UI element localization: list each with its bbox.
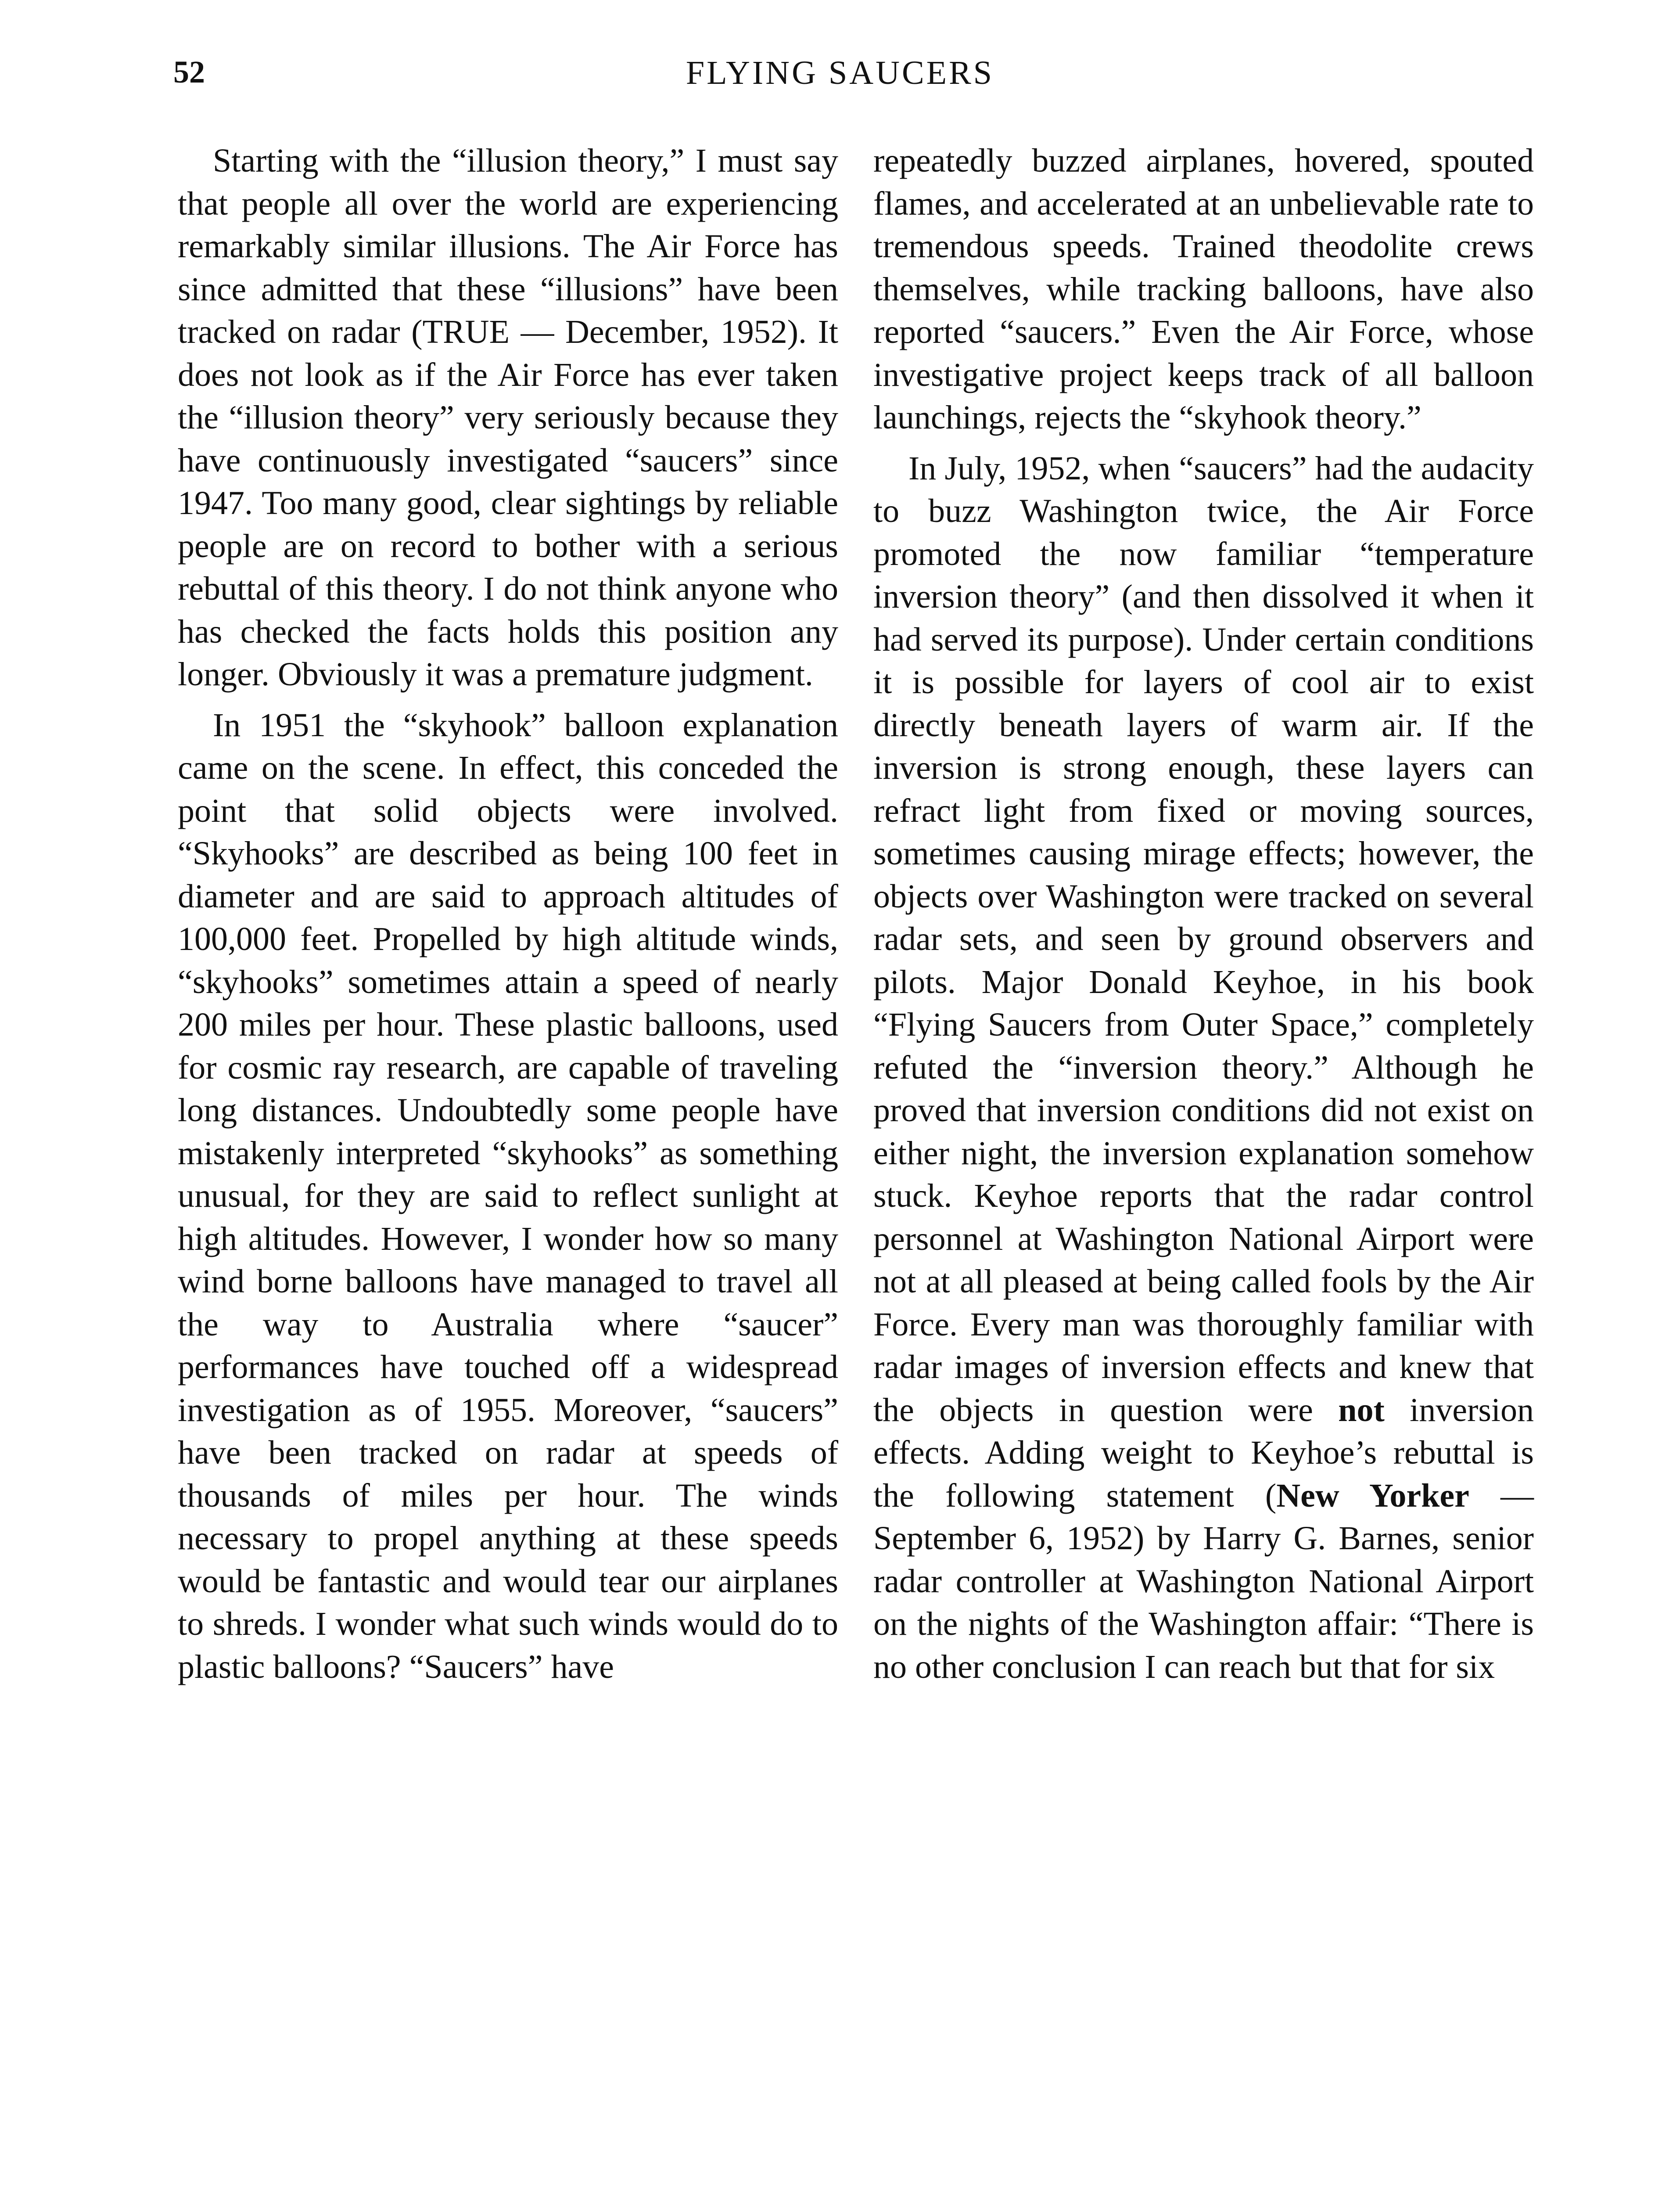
inversion-text-a: In July, 1952, when “saucers” had the audacity to buzz Washington twice, the Air Force promoted the now familiar “temperature inversion theory” (and then dissolved it when it had served its purpose). Under certain conditions it is possible for layers of cool air to exist directly beneath layers of warm air. If the inversion is strong enough, these layers can refract light from fixed or moving sources, sometimes causing mirage effects; however, the objects over Washington were tracked on several radar sets, and seen by ground observers and pilots. Major Donald Keyhoe, in his book “Flying Saucers from Outer Space,” completely refuted the “inversion theory.” Although he proved that inversion conditions did not exist on either night, the inversion explanation somehow stuck. Keyhoe reports that the radar control personnel at Washington National Airport were not at all pleased at being called fools by the Air Force. Every man was thoroughly familiar with radar images of inversion effects and knew that the objects in question were xyxy=(873,450,1534,1429)
paragraph-illusion-theory: Starting with the “illusion theory,” I must say that people all over the world are experiencing remarkably similar illusions. The Air Force has since admitted that these “illusions” have been tracked on radar (TRUE — December, 1952). It does not look as if the Air Force has ever taken the “illusion theory” very seriously because they have continuously investigated “saucers” since 1947. Too many good, clear sightings by reliable people are on record to bother with a serious rebuttal of this theory. I do not think anyone who has checked the facts holds this position any longer. Obviously it was a premature judgment. xyxy=(178,142,838,693)
page-number: 52 xyxy=(173,54,205,90)
running-title: FLYING SAUCERS xyxy=(686,54,994,91)
right-column xyxy=(873,140,1534,1696)
paragraph-inversion-theory xyxy=(873,447,1534,1689)
bold-new-yorker: New Yorker xyxy=(1276,1477,1469,1514)
paragraph-skyhook-balloon: In 1951 the “skyhook” balloon explanation came on the scene. In effect, this conceded the point that solid objects were involved. “Skyhooks” are described as being 100 feet in diameter and are said to approach altitudes of 100,000 feet. Propelled by high altitude winds, “skyhooks” sometimes attain a speed of nearly 200 miles per hour. These plastic balloons, used for cosmic ray research, are capable of traveling long distances. Undoubtedly some people have mistakenly interpreted “skyhooks” as something unusual, for they are said to reflect sunlight at high altitudes. However, I wonder how so many wind borne balloons have managed to travel all the way to Australia where “saucer” performances have touched off a widespread investigation as of 1955. Moreover, “saucers” have been tracked on radar at speeds of thousands of miles per hour. The winds necessary to propel anything at these speeds would be fantastic and would tear our airplanes to shreds. I wonder what such winds would do to plastic balloons? “Saucers” have xyxy=(178,706,838,1685)
inversion-text-c: — September 6, 1952) by Harry G. Barnes, senior radar controller at Washington National Airport on the nights of the Washington affair: “There is no other conclusion I can reach but that for six xyxy=(873,1477,1534,1685)
inversion-text-b: inversion effects. Adding weight to Keyhoe’s rebuttal is the following statement ( xyxy=(873,1391,1534,1514)
left-column xyxy=(178,140,838,1696)
paragraph-skyhook-continued: repeatedly buzzed airplanes, hovered, spouted flames, and accelerated at an unbelievable rate to tremendous speeds. Trained theodolite crews themselves, while tracking balloons, have also reported “saucers.” Even the Air Force, whose investigative project keeps track of all balloon launchings, rejects the “skyhook theory.” xyxy=(873,142,1534,436)
bold-not: not xyxy=(1338,1391,1385,1429)
